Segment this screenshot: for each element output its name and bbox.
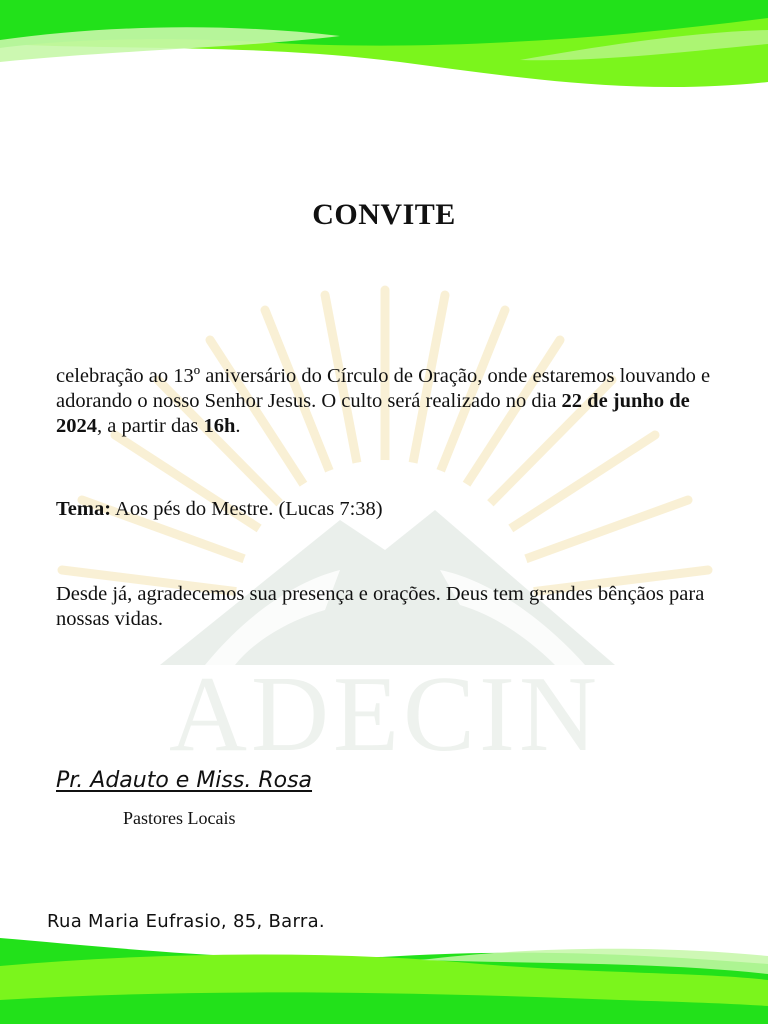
invitation-text-c: .	[235, 415, 241, 437]
signature-role: Pastores Locais	[123, 808, 236, 828]
theme-label: Tema:	[56, 498, 112, 520]
invitation-text-a: celebração ao 13º aniversário do Círculo de Oração, onde estaremos louvando e adorando o nosso Senhor Jesus. O culto será realizado no dia	[56, 365, 711, 412]
event-date: 22 de junho de 2024	[56, 390, 690, 437]
signature: Pr. Adauto e Miss. Rosa	[56, 768, 313, 793]
watermark-text: ADECIN	[169, 655, 601, 770]
theme-paragraph	[56, 497, 716, 522]
event-time: 16h	[203, 415, 236, 437]
address: Rua Maria Eufrasio, 85, Barra.	[47, 911, 325, 932]
document-title: CONVITE	[312, 198, 456, 231]
invitation-paragraph	[56, 364, 716, 439]
bottom-green-wave	[0, 934, 768, 1024]
top-green-wave	[0, 0, 768, 100]
theme-text: Aos pés do Mestre. (Lucas 7:38)	[111, 498, 383, 520]
invitation-text-b: , a partir das	[97, 415, 204, 437]
closing-paragraph: Desde já, agradecemos sua presença e orações. Deus tem grandes bênçãos para nossas vidas.	[56, 583, 705, 630]
